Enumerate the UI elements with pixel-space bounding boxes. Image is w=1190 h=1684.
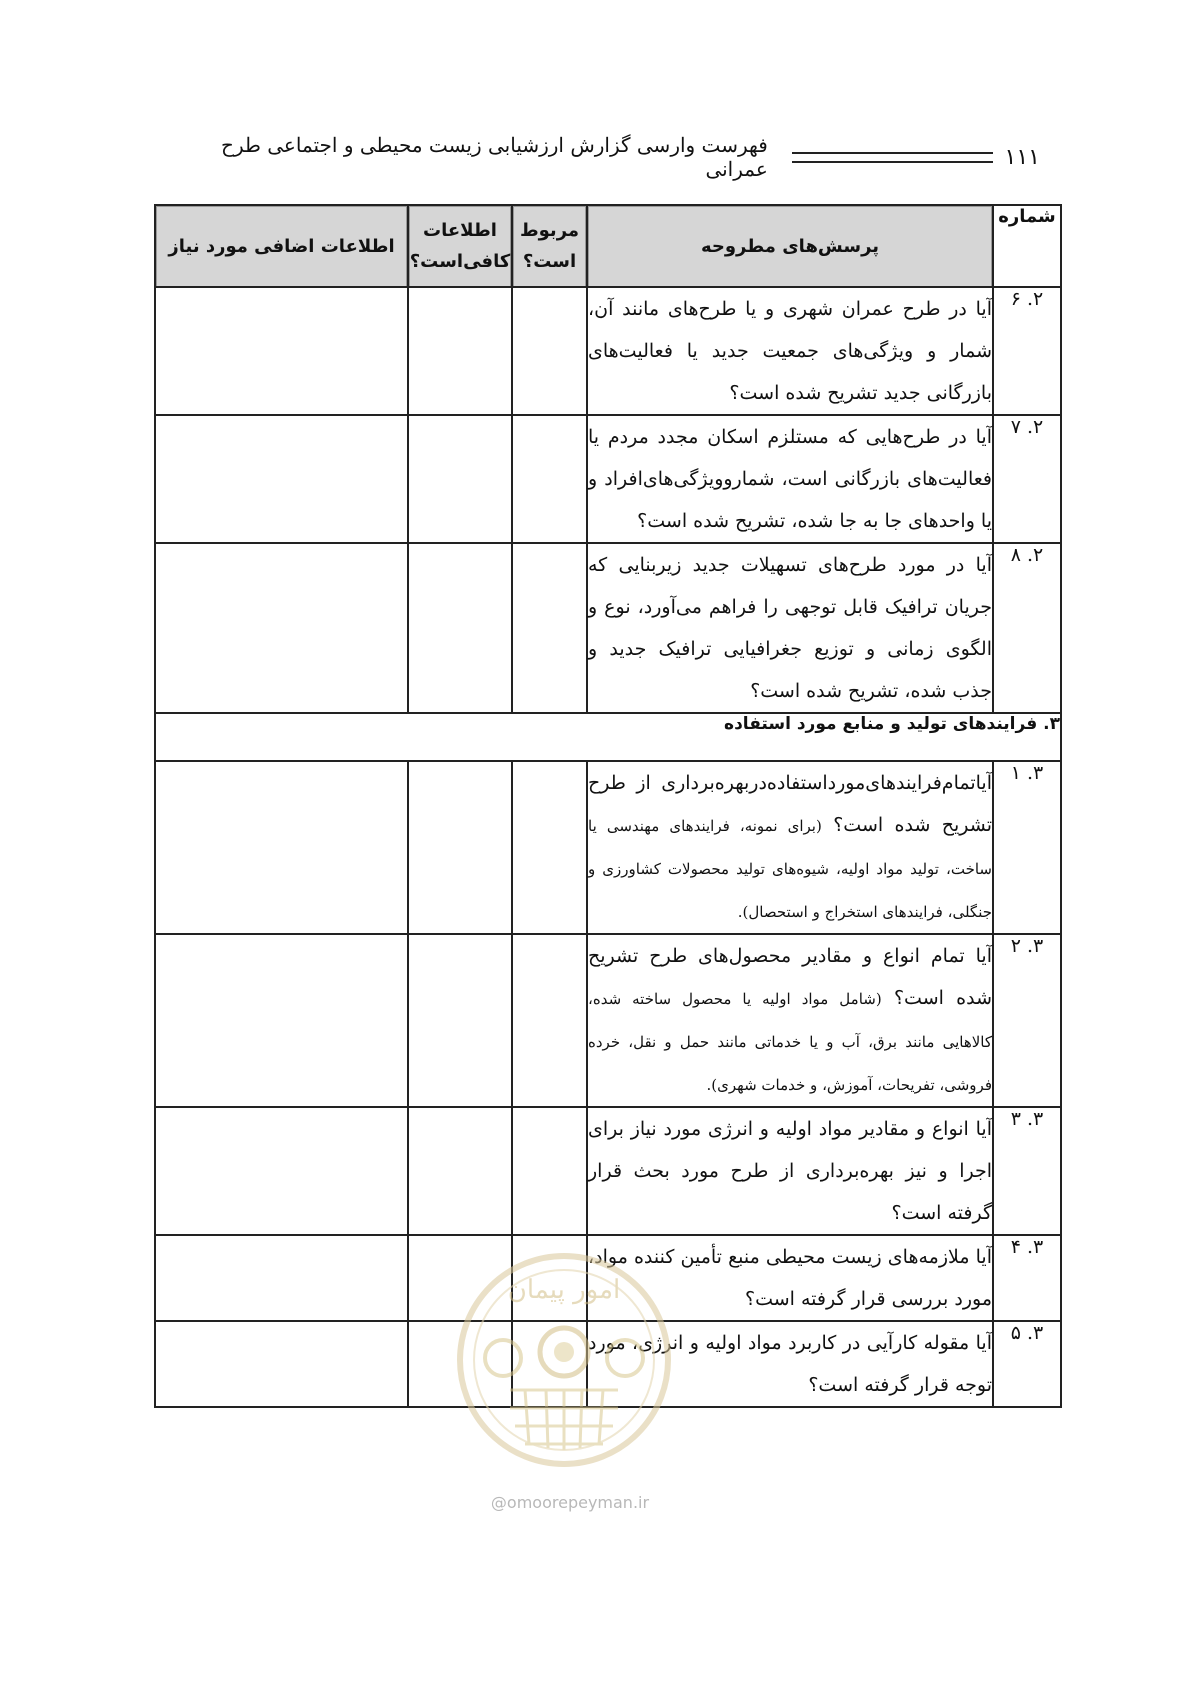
relevant-cell bbox=[512, 1107, 587, 1235]
column-header-relevant bbox=[512, 205, 587, 287]
seal-watermark bbox=[455, 1240, 673, 1480]
relevant-cell bbox=[512, 761, 587, 934]
sufficient-cell bbox=[408, 543, 512, 713]
question-text: آیاتمام‌فرایندهای‌مورداستفاده‌دربهره‌برداری از طرح تشریح شده است؟ bbox=[588, 772, 992, 836]
watermark-url: @omoorepeyman.ir bbox=[490, 1493, 650, 1512]
extra-info-cell bbox=[155, 1321, 408, 1407]
section-title: ۳. فرایندهای تولید و منابع مورد استفاده bbox=[155, 713, 1061, 761]
question-note: (برای نمونه، فرایندهای مهندسی یا ساخت، تولید مواد اولیه، شیوه‌های تولید محصولات کشاورزی و جنگلی، فرایندهای استخراج و استحصال). bbox=[588, 817, 992, 921]
extra-info-cell bbox=[155, 934, 408, 1107]
question-text: آیا انواع و مقادیر مواد اولیه و انرژی مورد نیاز برای اجرا و نیز بهره‌برداری از طرح مورد بحث قرار گرفته است؟ bbox=[588, 1118, 992, 1224]
question-text: آیا در طرح‌هایی که مستلزم اسکان مجدد مردم یا فعالیت‌های بازرگانی است، شماروویژگی‌های‌افراد و یا واحدهای جا به جا شده، تشریح شده است؟ bbox=[588, 426, 992, 532]
question-number: ۳. ۲ bbox=[993, 934, 1061, 1107]
relevant-cell bbox=[512, 934, 587, 1107]
question-text: آیا مقوله کارآیی در کاربرد مواد اولیه و انرژی، مورد توجه قرار گرفته است؟ bbox=[588, 1332, 992, 1396]
page-number: ۱۱۱ bbox=[1004, 144, 1040, 170]
extra-info-cell bbox=[155, 761, 408, 934]
checklist-table bbox=[154, 204, 1062, 1408]
column-header-sufficient bbox=[408, 205, 512, 287]
sufficient-cell bbox=[408, 1107, 512, 1235]
question-number: ۲. ۷ bbox=[993, 415, 1061, 543]
table-body-section-2 bbox=[155, 287, 1061, 713]
table-body-section-heading bbox=[155, 713, 1061, 761]
question-cell bbox=[587, 287, 993, 415]
section-row bbox=[155, 713, 1061, 761]
running-header bbox=[165, 133, 1040, 181]
extra-info-cell bbox=[155, 287, 408, 415]
question-number: ۳. ۱ bbox=[993, 761, 1061, 934]
question-note: (شامل مواد اولیه یا محصول ساخته شده، کالاهایی مانند برق، آب و یا خدماتی مانند حمل و نقل، خرده فروشی، تفریحات، آموزش، و خدمات شهری). bbox=[588, 990, 992, 1094]
header-double-rule bbox=[792, 152, 993, 163]
table-row bbox=[155, 415, 1061, 543]
question-number: ۲. ۸ bbox=[993, 543, 1061, 713]
sufficient-cell bbox=[408, 761, 512, 934]
question-text: آیا تمام انواع و مقادیر محصول‌های طرح تشریح شده است؟ bbox=[588, 945, 993, 1009]
extra-info-cell bbox=[155, 543, 408, 713]
table-row bbox=[155, 287, 1061, 415]
question-cell bbox=[587, 934, 993, 1107]
extra-info-cell bbox=[155, 1107, 408, 1235]
table-row bbox=[155, 543, 1061, 713]
column-header-relevant-label: مربوط است؟ bbox=[513, 206, 586, 288]
column-header-extra-label: اطلاعات اضافی مورد نیاز bbox=[156, 206, 407, 288]
question-cell bbox=[587, 761, 993, 934]
question-text: آیا ملازمه‌های زیست محیطی منبع تأمین کننده مواد، مورد بررسی قرار گرفته است؟ bbox=[588, 1246, 992, 1310]
table-row bbox=[155, 761, 1061, 934]
question-cell bbox=[587, 415, 993, 543]
sufficient-cell bbox=[408, 415, 512, 543]
question-number: ۳. ۳ bbox=[993, 1107, 1061, 1235]
column-header-number: شماره bbox=[993, 205, 1061, 287]
sufficient-cell bbox=[408, 934, 512, 1107]
table-row bbox=[155, 934, 1061, 1107]
question-text: آیا در طرح عمران شهری و یا طرح‌های مانند آن، شمار و ویژگی‌های جمعیت جدید یا فعالیت‌های بازرگانی جدید تشریح شده است؟ bbox=[588, 298, 992, 404]
column-header-sufficient-label: اطلاعات کافی‌است؟ bbox=[409, 206, 511, 288]
relevant-cell bbox=[512, 543, 587, 713]
extra-info-cell bbox=[155, 415, 408, 543]
running-title: فهرست وارسی گزارش ارزشیابی زیست محیطی و اجتماعی طرح عمرانی bbox=[221, 133, 768, 181]
seal-text: امور پیمان bbox=[507, 1275, 621, 1305]
table-header-row bbox=[155, 205, 1061, 287]
extra-info-cell bbox=[155, 1235, 408, 1321]
column-header-extra bbox=[155, 205, 408, 287]
table-row bbox=[155, 1107, 1061, 1235]
question-text: آیا در مورد طرح‌های تسهیلات جدید زیربنایی که جریان ترافیک قابل توجهی را فراهم می‌آورد، نوع و الگوی زمانی و توزیع جغرافیایی ترافیک جدید و جذب شده، تشریح شده است؟ bbox=[588, 554, 992, 702]
question-number: ۳. ۵ bbox=[993, 1321, 1061, 1407]
relevant-cell bbox=[512, 287, 587, 415]
column-header-questions-label: پرسش‌های مطروحه bbox=[588, 206, 992, 288]
question-cell bbox=[587, 543, 993, 713]
question-number: ۲. ۶ bbox=[993, 287, 1061, 415]
question-cell bbox=[587, 1107, 993, 1235]
question-number: ۳. ۴ bbox=[993, 1235, 1061, 1321]
column-header-questions bbox=[587, 205, 993, 287]
relevant-cell bbox=[512, 415, 587, 543]
sufficient-cell bbox=[408, 287, 512, 415]
